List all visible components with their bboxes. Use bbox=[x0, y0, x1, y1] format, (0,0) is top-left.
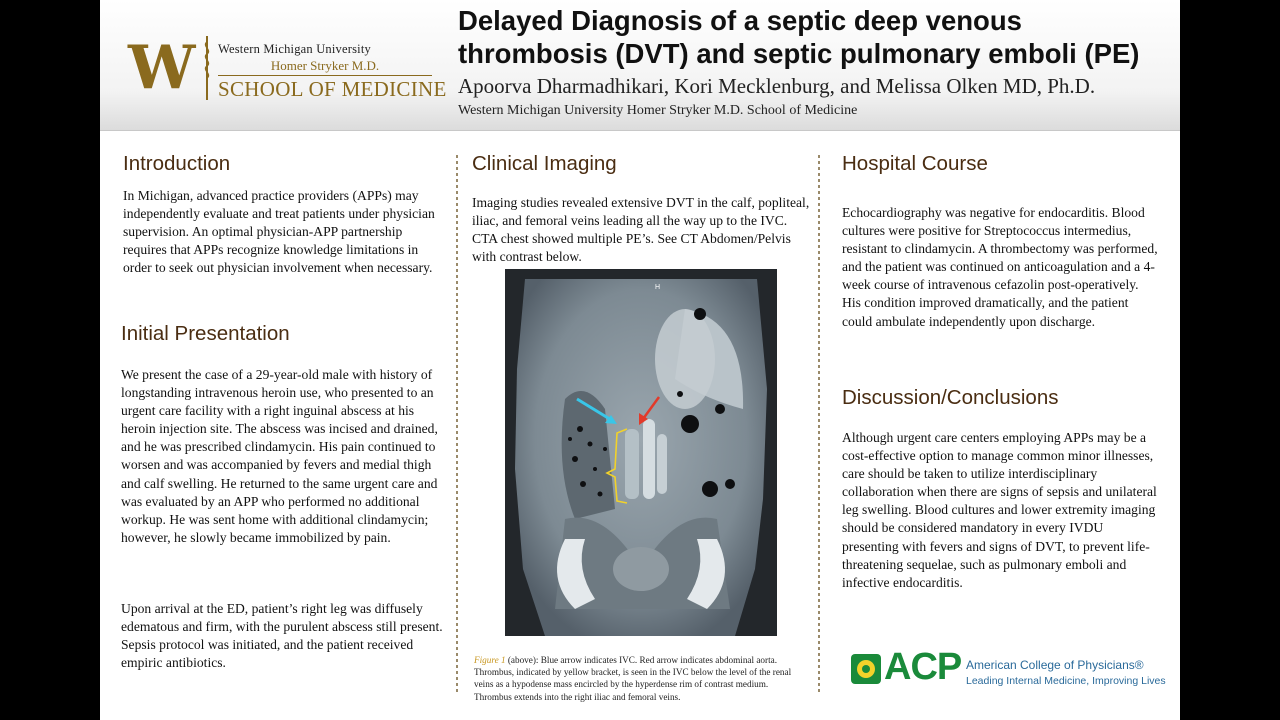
hospital-course-heading: Hospital Course bbox=[842, 152, 988, 175]
initial-presentation-para1: We present the case of a 29-year-old male with history of longstanding intravenous heroin use, who presented to an urgent care facility with a right inguinal abscess at his heroin injection site. The abscess was incised and drained, and he was prescribed clindamycin. His pain continued to worsen and was accompanied by fevers and medial thigh and calf swelling. He returned to the same urgent care and was evaluated by an APP who performed no additional workup. He was sent home with additional clindamycin; however, he slowly became immobilized by pain. bbox=[121, 367, 438, 545]
ct-scan-graphic bbox=[505, 269, 777, 636]
initial-presentation-para2: Upon arrival at the ED, patient’s right leg was diffusely edematous and firm, with the purulent abscess still present. Sepsis protocol was initiated, and the patient received empiric antibiotics. bbox=[121, 601, 443, 671]
acp-logo bbox=[850, 646, 1166, 690]
wmu-university-name: Western Michigan University bbox=[218, 42, 371, 56]
wmu-logo-text bbox=[218, 42, 448, 102]
acp-letters: ACP bbox=[884, 646, 962, 688]
ct-orientation-marker: H bbox=[655, 284, 661, 291]
acp-name: American College of Physicians® bbox=[966, 658, 1144, 672]
poster-affiliation: Western Michigan University Homer Stryker M.D. School of Medicine bbox=[458, 103, 858, 118]
figure-label: Figure 1 bbox=[474, 655, 506, 665]
wmu-logo bbox=[128, 33, 448, 103]
clinical-imaging-heading: Clinical Imaging bbox=[472, 152, 617, 175]
introduction-text: In Michigan, advanced practice providers (APPs) may independently evaluate and treat patients under physician supervision. An optimal physician-APP partnership requires that APPs recognize knowledge limitations in order to seek out physician involvement when necessary. bbox=[123, 188, 435, 276]
caduceus-icon bbox=[202, 36, 212, 100]
column-divider-left bbox=[456, 155, 458, 695]
ct-abdomen-pelvis-image bbox=[505, 269, 777, 636]
hospital-course-text: Echocardiography was negative for endocarditis. Blood cultures were positive for Streptococcus intermedius, resistant to clindamycin. A thrombectomy was performed, and the patient was continued on anticoagulation and a 4-week course of intravenous cefazolin post-operatively. His condition improved dramatically, and the patient could ambulate independently upon discharge. bbox=[842, 205, 1158, 329]
wmu-school-name: SCHOOL OF MEDICINE bbox=[218, 77, 447, 101]
column-divider-right bbox=[818, 155, 820, 695]
introduction-heading: Introduction bbox=[123, 152, 231, 175]
poster-authors: Apoorva Dharmadhikari, Kori Mecklenburg, and Melissa Olken MD, Ph.D. bbox=[458, 74, 1096, 98]
discussion-heading: Discussion/Conclusions bbox=[842, 386, 1059, 409]
clinical-imaging-text: Imaging studies revealed extensive DVT in the calf, popliteal, iliac, and femoral veins leading all the way up to the IVC. CTA chest showed multiple PE’s. See CT Abdomen/Pelvis with contrast below. bbox=[472, 195, 810, 265]
acp-emblem-icon bbox=[850, 653, 882, 685]
discussion-text: Although urgent care centers employing APPs may be a cost-effective option to manage common minor illnesses, care should be taken to utilize interdisciplinary collaboration when there are signs of sepsis and unilateral leg swelling. Blood cultures and lower extremity imaging should be considered mandatory in every IVDU presenting with fevers and signs of DVT, to prevent life-threatening sequelae, such as pulmonary emboli and infective endocarditis. bbox=[842, 430, 1157, 590]
poster-title: Delayed Diagnosis of a septic deep venous thrombosis (DVT) and septic pulmonary emboli (PE) bbox=[458, 5, 1140, 69]
poster-header bbox=[100, 0, 1180, 131]
acp-tagline: Leading Internal Medicine, Improving Lives bbox=[966, 675, 1166, 687]
poster bbox=[100, 0, 1180, 720]
initial-presentation-heading: Initial Presentation bbox=[121, 322, 290, 345]
figure-caption bbox=[474, 654, 808, 703]
wmu-w-mark: W bbox=[128, 33, 192, 103]
wmu-homer-stryker: Homer Stryker M.D. bbox=[218, 58, 432, 76]
figure-caption-text: (above): Blue arrow indicates IVC. Red arrow indicates abdominal aorta. Thrombus, indicated by yellow bracket, is seen in the IVC below the level of the renal veins as a hypodense mass encircled by the hyperdense rim of contrast medium. Thrombus extends into the right iliac and femoral veins. bbox=[474, 655, 792, 702]
